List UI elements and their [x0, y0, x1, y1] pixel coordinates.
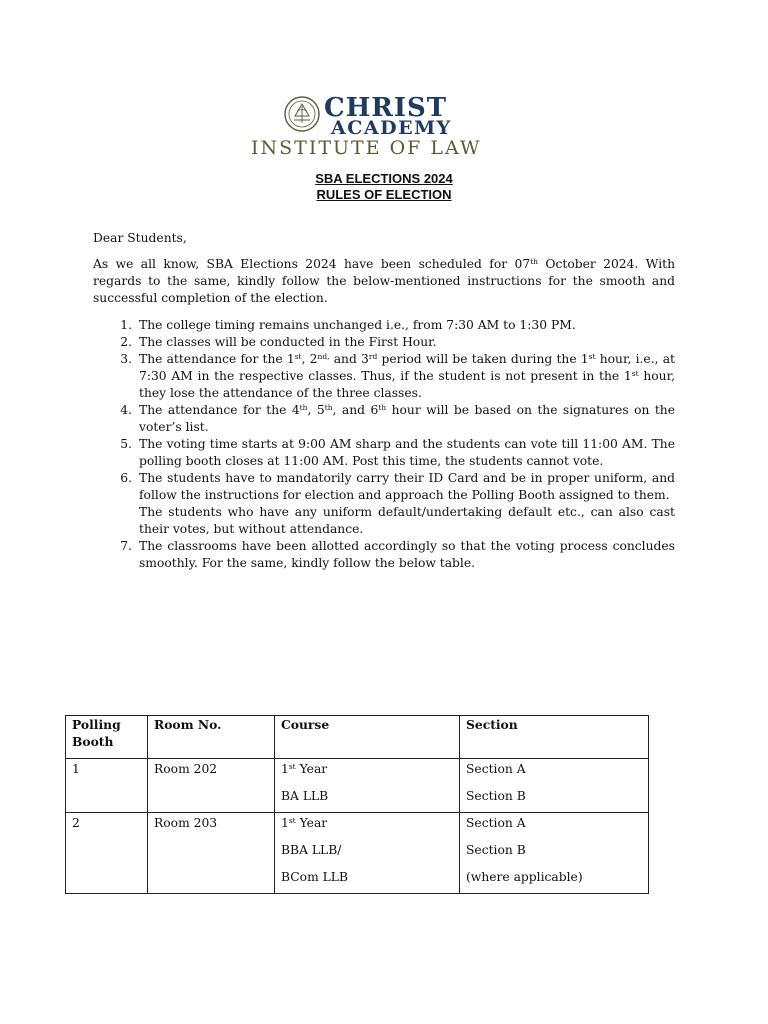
emblem-icon — [285, 97, 319, 131]
table-header-row — [66, 716, 649, 759]
course-cell: 1st Year BBA LLB/ BCom LLB — [275, 813, 460, 894]
intro-paragraph: As we all know, SBA Elections 2024 have been scheduled for 07th October 2024. With regards to the same, kindly follow the below-mentioned instructions for the smooth and successful completion of the election. — [93, 257, 675, 305]
document-title: SBA ELECTIONS 2024 — [315, 171, 453, 186]
course-cell: 1st Year BA LLB — [275, 759, 460, 813]
section-cell: Section A Section B — [460, 759, 649, 813]
rules-list — [93, 317, 675, 572]
rule-item: 7. The classrooms have been allotted accordingly so that the voting process concludes smoothly. For the same, kindly follow the below table. — [120, 539, 675, 570]
column-header: Section — [460, 716, 649, 759]
table-row — [66, 813, 649, 894]
booth-cell: 1 — [66, 759, 148, 813]
logo-line1: CHRIST — [324, 93, 448, 123]
college-logo — [251, 92, 508, 159]
greeting: Dear Students, — [93, 231, 187, 245]
column-header: Room No. — [148, 716, 275, 759]
rule-item: 6. The students have to mandatorily carry their ID Card and be in proper uniform, and follow the instructions for election and approach the Polling Booth assigned to them. The students who have any uniform default/undertaking default etc., can also cast their votes, but without attendance. — [120, 471, 675, 536]
logo-line2: ACADEMY — [331, 117, 452, 139]
room-cell: Room 202 — [148, 759, 275, 813]
document-subtitle: RULES OF ELECTION — [316, 187, 452, 202]
rule-item: 2. The classes will be conducted in the First Hour. — [120, 335, 437, 349]
rule-item: 5. The voting time starts at 9:00 AM sharp and the students can vote till 11:00 AM. The polling booth closes at 11:00 AM. Post this time, the students cannot vote. — [120, 437, 675, 468]
table-row — [66, 759, 649, 813]
column-header: Polling Booth — [66, 716, 148, 759]
section-cell: Section A Section B (where applicable) — [460, 813, 649, 894]
booth-cell: 2 — [66, 813, 148, 894]
logo-line3: INSTITUTE OF LAW — [251, 137, 482, 159]
room-cell: Room 203 — [148, 813, 275, 894]
polling-booth-table — [65, 715, 649, 894]
rule-item: 3. The attendance for the 1st, $2^{nd,}$ and 3rd period will be taken during the 1st hour, i.e., at 7:30 AM in the respective classes. Thus, if the student is not present in the 1st hour, they lose the attendance of the three classes. — [120, 352, 675, 400]
rule-item: 4. The attendance for the 4th, 5th, and 6th hour will be based on the signatures on the voter’s list. — [120, 403, 675, 434]
rule-item: 1. The college timing remains unchanged i.e., from 7:30 AM to 1:30 PM. — [120, 318, 576, 332]
column-header: Course — [275, 716, 460, 759]
